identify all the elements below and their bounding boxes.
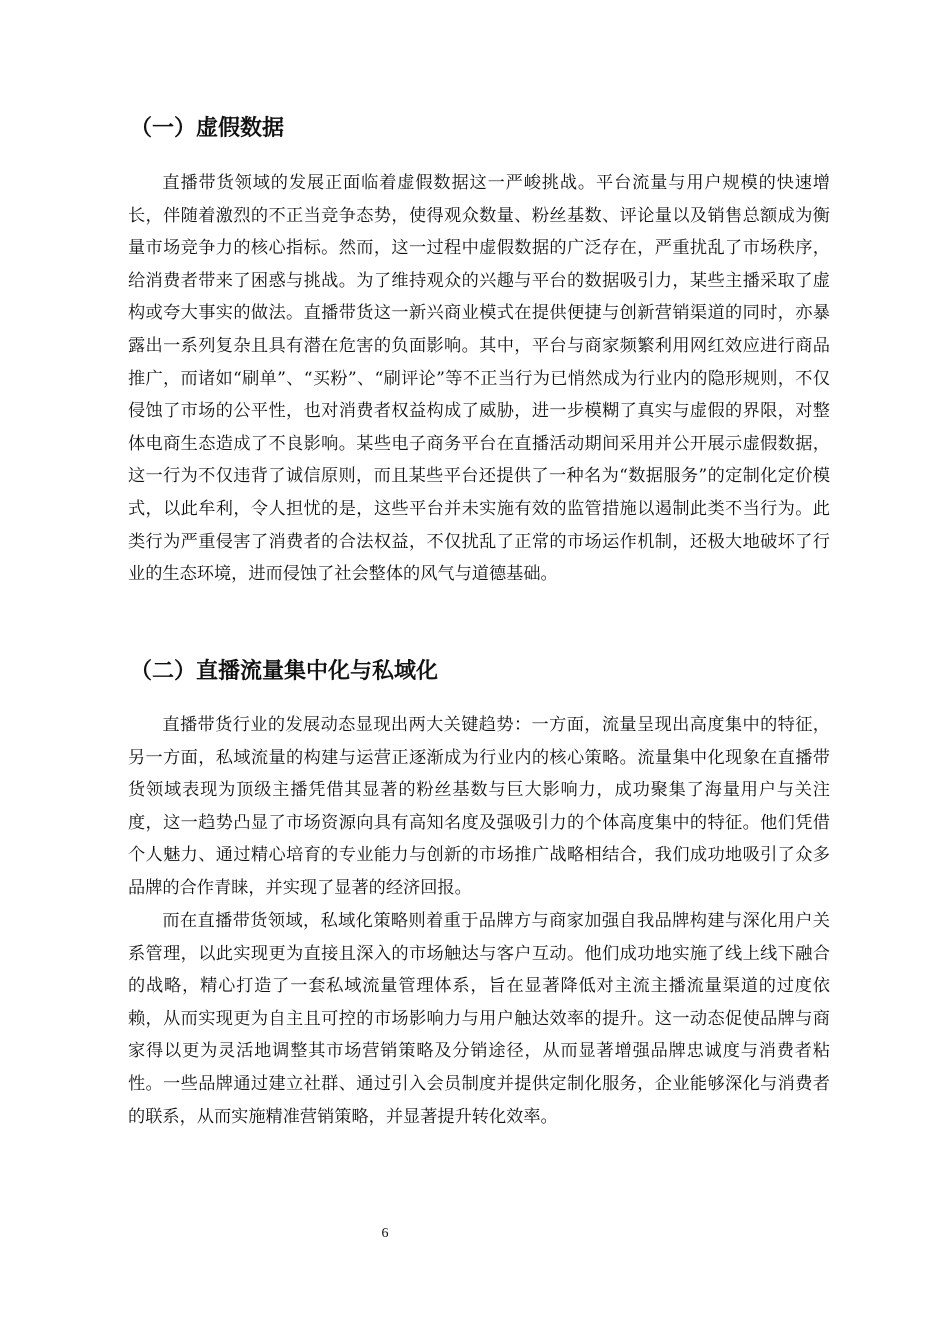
paragraph-private-domain: 而在直播带货领域，私域化策略则着重于品牌方与商家加强自我品牌构建与深化用户关系管理，以此实现更为直接且深入的市场触达与客户互动。他们成功地实施了线上线下融合的战略，精心打造了一套私域流量管理体系，旨在显著降低对主流主播流量渠道的过度依赖，从而实现更为自主且可控的市场影响力与用户触达效率的提升。这一动态促使品牌与商家得以更为灵活地调整其市场营销策略及分销途径，从而显著增强品牌忠诚度与消费者粘性。一些品牌通过建立社群、通过引入会员制度并提供定制化服务，企业能够深化与消费者的联系，从而实施精准营销策略，并显著提升转化效率。 xyxy=(128,911,830,1127)
paragraph-fake-data: 直播带货领域的发展正面临着虚假数据这一严峻挑战。平台流量与用户规模的快速增长，伴随着激烈的不正当竞争态势，使得观众数量、粉丝基数、评论量以及销售总额成为衡量市场竞争力的核心指标。然而，这一过程中虚假数据的广泛存在，严重扰乱了市场秩序，给消费者带来了困惑与挑战。为了维持观众的兴趣与平台的数据吸引力，某些主播采取了虚构或夸大事实的做法。直播带货这一新兴商业模式在提供便捷与创新营销渠道的同时，亦暴露出一系列复杂且具有潜在危害的负面影响。其中，平台与商家频繁利用网红效应进行商品推广，而诸如“刷单”、“买粉”、“刷评论”等不正当行为已悄然成为行业内的隐形规则，不仅侵蚀了市场的公平性，也对消费者权益构成了威胁，进一步模糊了真实与虚假的界限，对整体电商生态造成了不良影响。某些电子商务平台在直播活动期间采用并公开展示虚假数据，这一行为不仅违背了诚信原则，而且某些平台还提供了一种名为“数据服务”的定制化定价模式，以此牟利，令人担忧的是，这些平台并未实施有效的监管措施以遏制此类不当行为。此类行为严重侵害了消费者的合法权益，不仅扰乱了正常的市场运作机制，还极大地破坏了行业的生态环境，进而侵蚀了社会整体的风气与道德基础。 xyxy=(128,173,830,585)
section-heading-traffic-concentration: （二）直播流量集中化与私域化 xyxy=(130,659,439,684)
paragraph-traffic-concentration: 直播带货行业的发展动态显现出两大关键趋势：一方面，流量呈现出高度集中的特征，另一方面，私域流量的构建与运营正逐渐成为行业内的核心策略。流量集中化现象在直播带货领域表现为顶级主播凭借其显著的粉丝基数与巨大影响力，成功聚集了海量用户与关注度，这一趋势凸显了市场资源向具有高知名度及强吸引力的个体高度集中的特征。他们凭借个人魅力、通过精心培育的专业能力与创新的市场推广战略相结合，我们成功地吸引了众多品牌的合作青睐，并实现了显著的经济回报。 xyxy=(128,715,830,898)
section-heading-fake-data: （一）虚假数据 xyxy=(130,116,285,141)
page-number: 6 xyxy=(381,1226,389,1241)
